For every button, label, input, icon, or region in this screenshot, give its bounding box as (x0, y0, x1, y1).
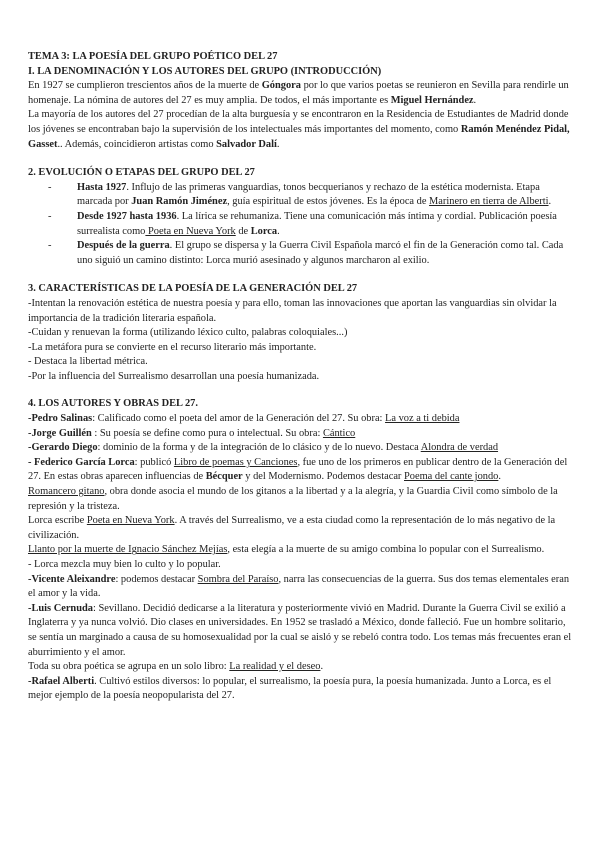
section-1-paragraph-1: En 1927 se cumplieron trescientos años de la muerte de Góngora por lo que varios poetas se reunieron en Sevilla para rendirle un homenaje. La nómina de autores del 27 es muy amplia. De todos, el más importante es Miguel Hernández. (28, 80, 569, 106)
stages-list (28, 181, 573, 269)
list-item: - Desde 1927 hasta 1936. La lírica se rehumaniza. Tiene una comunicación más íntima y cordial. Publicación poesía surrealista como Poeta en Nueva York de Lorca. (48, 210, 557, 237)
section-2-heading: 2. EVOLUCIÓN O ETAPAS DEL GRUPO DEL 27 (28, 167, 255, 179)
lorca-nueva-york: Lorca escribe Poeta en Nueva York. A través del Surrealismo, ve a esta ciudad como la representación de lo más negativo de la civilización. (28, 515, 556, 541)
lorca-mix: - Lorca mezcla muy bien lo culto y lo popular. (28, 559, 221, 570)
author-alberti: -Rafael Alberti. Cultivó estilos diversos: lo popular, el surrealismo, la poesía pura, la poesía humanizada. Junto a Lorca, es el mejor ejemplo de la poesía neopopularista del 27. (28, 675, 552, 702)
characteristic-line: -Cuidan y renuevan la forma (utilizando léxico culto, palabras coloquiales...) (28, 327, 348, 339)
section-3-heading: 3. CARACTERÍSTICAS DE LA POESÍA DE LA GENERACIÓN DEL 27 (28, 283, 358, 295)
characteristic-line: - Destaca la libertad métrica. (28, 356, 148, 368)
section-1-heading: I. LA DENOMINACIÓN Y LOS AUTORES DEL GRUPO (INTRODUCCIÓN) (28, 65, 382, 77)
list-item: - Hasta 1927. Influjo de las primeras vanguardias, tonos becquerianos y rechazo de la estética modernista. Etapa marcada por Juan Ramón Jiménez, guía espiritual de estos jóvenes. Es la época de Marinero en tierra de Alberti. (48, 181, 552, 208)
cernuda-obra: Toda su obra poética se agrupa en un solo libro: La realidad y el deseo. (28, 661, 324, 673)
lorca-romancero: Romancero gitano, obra donde asocia el mundo de los gitanos a la libertad y a la alegría, y la Guardia Civil como símbolo de la represión y la tristeza. (28, 486, 558, 512)
characteristic-line: -La metáfora pura se convierte en el recurso literario más importante. (28, 341, 317, 353)
section-4-heading: 4. LOS AUTORES Y OBRAS DEL 27. (28, 398, 198, 410)
author-cernuda: -Luis Cernuda: Sevillano. Decidió dedicarse a la literatura y posteriormente vivió en Madrid. Durante la Guerra Civil se exilió a Inglaterra y ya nunca volvió. Dio clases en universidades. En 1952 se trasladó a México, donde falleció. Fue un hombre solitario, se sentía un marginado a causa de su homosexualidad por la cual se aisló y se rebeló contra todo. Los temas más frecuentes eran el aburrimiento y el amor. (28, 602, 572, 658)
document-title: TEMA 3: LA POESÍA DEL GRUPO POÉTICO DEL 27 (28, 51, 278, 62)
characteristic-line: -Intentan la renovación estética de nuestra poesía y para ello, toman las innovaciones que aportan las vanguardias sin olvidar la importancia de la tradición literaria española. (28, 297, 557, 324)
author-lorca: - Federico García Lorca: publicó Libro de poemas y Canciones, fue uno de los primeros en publicar dentro de la Generación del 27. En estas obras aparecen influencias de Bécquer y del Modernismo. Podemos destacar Poema del cante jondo. (28, 456, 568, 483)
section-1-paragraph-2: La mayoría de los autores del 27 procedían de la alta burguesía y se encontraron en la Residencia de Estudiantes de Madrid donde los jóvenes se encontraban bajo la supervisión de los intelectuales más importantes del momento, como Ramón Menéndez Pidal, Gasset.. Además, coincidieron artistas como Salvador Dalí. (28, 109, 570, 150)
author-salinas: -Pedro Salinas: Calificado como el poeta del amor de la Generación del 27. Su obra: La voz a ti debida (28, 413, 460, 425)
lorca-llanto: Llanto por la muerte de Ignacio Sánchez Mejías, esta elegía a la muerte de su amigo combina lo popular con el Surrealismo. (28, 544, 545, 556)
list-item: - Después de la guerra. El grupo se dispersa y la Guerra Civil Española marcó el fin de la Generación como tal. Cada uno siguió un camino distinto: Lorca murió asesinado y algunos marcharon al exilio. (48, 240, 564, 266)
author-aleixandre: -Vicente Aleixandre: podemos destacar Sombra del Paraíso, narra las consecuencias de la guerra. Sus dos temas elementales eran el amor y la vida. (28, 573, 570, 600)
characteristic-line: -Por la influencia del Surrealismo desarrollan una poesía humanizada. (28, 370, 320, 382)
document-page (28, 50, 573, 704)
author-guillen: -Jorge Guillén : Su poesía se define como pura o intelectual. Su obra: Cántico (28, 427, 356, 439)
author-diego: -Gerardo Diego: dominio de la forma y de la integración de lo clásico y de lo nuevo. Destaca Alondra de verdad (28, 442, 499, 454)
